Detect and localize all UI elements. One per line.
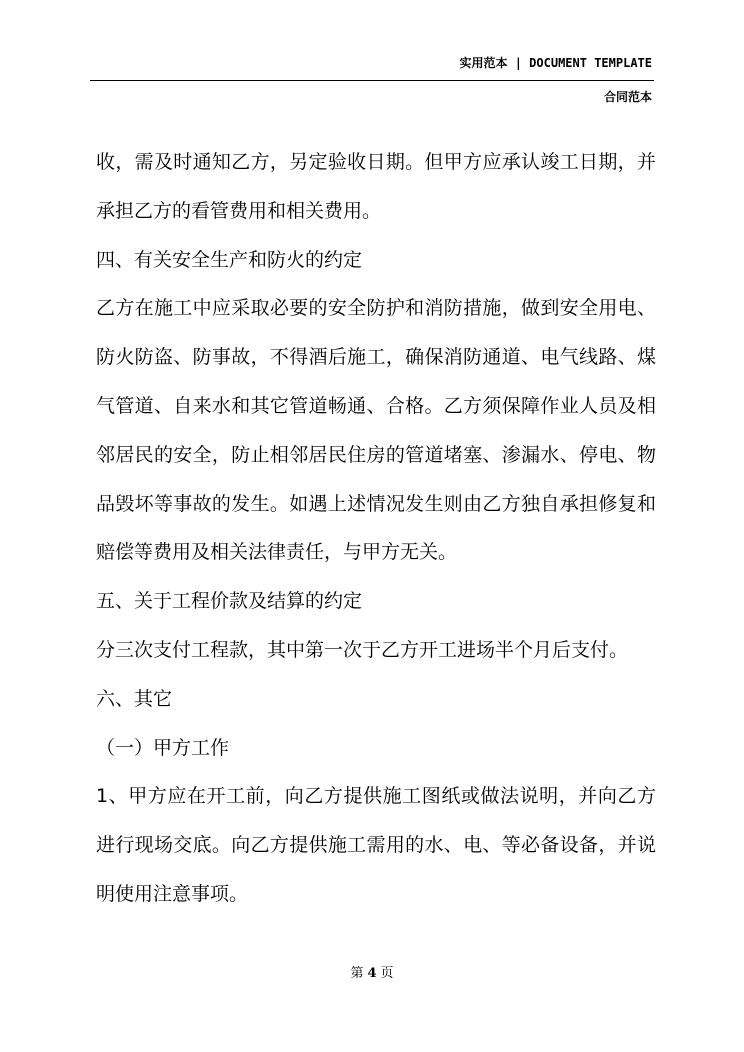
page-footer [0, 962, 744, 981]
page-number: 4 [367, 966, 377, 981]
section-heading: 五、关于工程价款及结算的约定 [96, 590, 363, 613]
section-heading: 六、其它 [96, 687, 173, 710]
subsection-heading: （一）甲方工作 [96, 736, 230, 759]
section-heading: 四、有关安全生产和防火的约定 [96, 248, 363, 271]
paragraph: 1、甲方应在开工前，向乙方提供施工图纸或做法说明，并向乙方进行现场交底。向乙方提供施工需用的水、电、等必备设备，并说明使用注意事项。 [96, 785, 656, 905]
header-divider [90, 80, 654, 81]
paragraph: 收，需及时通知乙方，另定验收日期。但甲方应承认竣工日期，并承担乙方的看管费用和相关费用。 [96, 151, 656, 222]
page-suffix: 页 [380, 966, 394, 981]
header-subtitle: 合同范本 [603, 90, 652, 104]
paragraph: 乙方在施工中应采取必要的安全防护和消防措施，做到安全用电、防火防盗、防事故，不得酒后施工，确保消防通道、电气线路、煤气管道、自来水和其它管道畅通、合格。乙方须保障作业人员及相邻居民的安全，防止相邻居民住房的管道堵塞、渗漏水、停电、物品毁坏等事故的发生。如遇上述情况发生则由乙方独自承担修复和赔偿等费用及相关法律责任，与甲方无关。 [96, 297, 656, 564]
document-body [96, 138, 656, 919]
page-prefix: 第 [350, 966, 364, 981]
header-title: 实用范本 | DOCUMENT TEMPLATE [459, 56, 652, 70]
paragraph: 分三次支付工程款，其中第一次于乙方开工进场半个月后支付。 [96, 638, 629, 661]
